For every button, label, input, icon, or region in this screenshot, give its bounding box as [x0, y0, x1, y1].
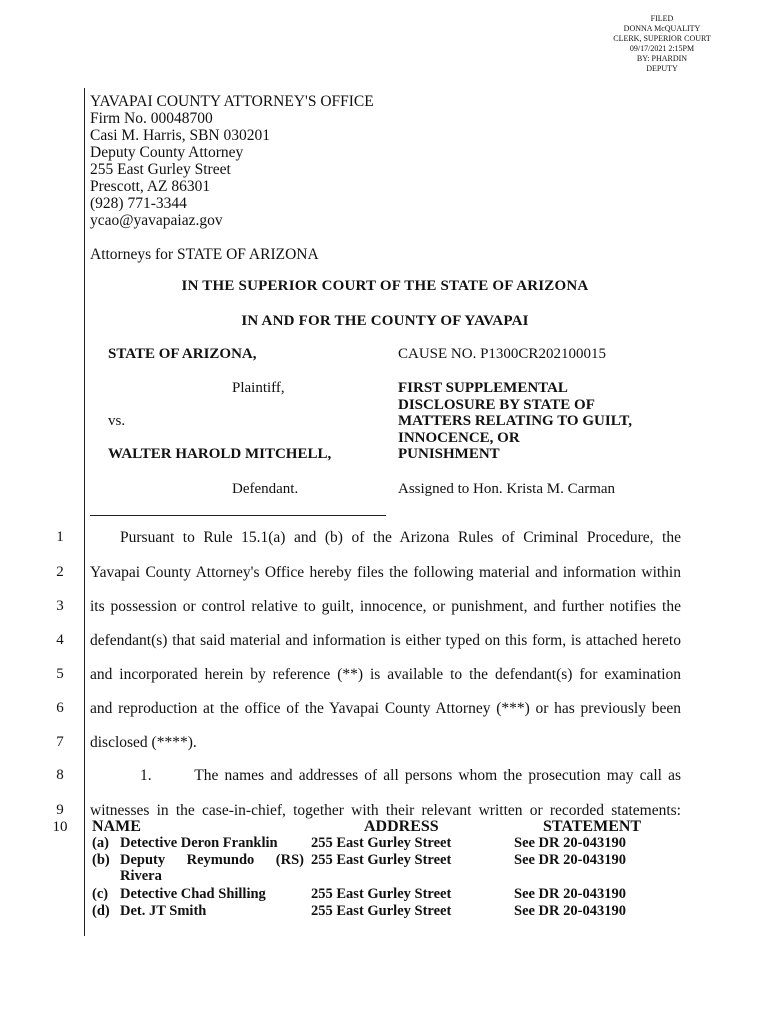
attorney-line: ycao@yavapaiaz.gov	[90, 212, 223, 229]
body-line: defendant(s) that said material and information is either typed on this form, is attached hereto	[90, 632, 681, 649]
witness-address: 255 East Gurley Street	[311, 903, 452, 919]
witness-name: Det. JT Smith	[120, 903, 207, 919]
attorney-line: Firm No. 00048700	[90, 110, 213, 127]
column-header-name: NAME	[92, 818, 141, 835]
body-line: and reproduction at the office of the Yavapai County Attorney (***) or has previously been	[90, 700, 681, 717]
line-number: 10	[52, 819, 68, 835]
title-line: PUNISHMENT	[398, 446, 500, 462]
row-label: (b)	[92, 852, 110, 868]
stamp-line: DEPUTY	[646, 64, 678, 73]
caption-divider	[90, 515, 386, 516]
line-number: 4	[56, 632, 64, 648]
attorney-line: (928) 771-3344	[90, 195, 187, 212]
title-line: INNOCENCE, OR	[398, 429, 520, 446]
cause-number: CAUSE NO. P1300CR202100015	[398, 346, 606, 362]
row-label: (c)	[92, 886, 109, 902]
court-county: IN AND FOR THE COUNTY OF YAVAPAI	[241, 313, 529, 329]
defendant-name: WALTER HAROLD MITCHELL,	[108, 446, 332, 462]
column-header-statement: STATEMENT	[543, 818, 642, 835]
witness-name-continued: Rivera	[120, 868, 162, 884]
witness-address: 255 East Gurley Street	[311, 886, 452, 902]
line-number: 8	[56, 767, 64, 783]
attorneys-for: Attorneys for STATE OF ARIZONA	[90, 246, 319, 263]
assigned-judge: Assigned to Hon. Krista M. Carman	[398, 481, 616, 497]
plaintiff-role: Plaintiff,	[232, 380, 285, 396]
row-label: (a)	[92, 835, 109, 851]
witness-statement: See DR 20-043190	[514, 886, 626, 902]
stamp-line: 09/17/2021 2:15PM	[629, 44, 695, 53]
body-line: 1. The names and addresses of all persons whom the prosecution may call as	[140, 767, 681, 784]
witness-statement: See DR 20-043190	[514, 835, 626, 851]
attorney-line: Prescott, AZ 86301	[90, 178, 211, 195]
title-line: FIRST SUPPLEMENTAL	[398, 380, 568, 396]
versus: vs.	[108, 413, 126, 429]
document-title	[398, 380, 632, 463]
attorney-line: 255 East Gurley Street	[90, 161, 231, 178]
body-line: Yavapai County Attorney's Office hereby files the following material and information within	[90, 564, 681, 581]
defendant-role: Defendant.	[232, 481, 299, 497]
line-number: 2	[56, 564, 64, 580]
line-number: 7	[56, 734, 64, 750]
body-line: its possession or control relative to guilt, innocence, or punishment, and further notifies the	[90, 598, 681, 615]
witness-name: Deputy Reymundo (RS)	[120, 852, 304, 868]
witness-name: Detective Chad Shilling	[120, 886, 266, 902]
line-number: 1	[56, 529, 64, 545]
witness-address: 255 East Gurley Street	[311, 835, 452, 851]
column-header-address: ADDRESS	[364, 818, 439, 835]
witness-statement: See DR 20-043190	[514, 903, 626, 919]
stamp-line: BY: PHARDIN	[636, 54, 688, 63]
witness-name: Detective Deron Franklin	[120, 835, 278, 851]
line-number: 3	[56, 598, 64, 614]
body-line: and incorporated herein by reference (**) is available to the defendant(s) for examination	[90, 666, 681, 683]
body-line: disclosed (****).	[90, 734, 197, 751]
body-line: witnesses in the case-in-chief, together with their relevant written or recorded statements:	[90, 802, 681, 819]
row-label: (d)	[92, 903, 110, 919]
attorney-line: YAVAPAI COUNTY ATTORNEY'S OFFICE	[90, 93, 374, 110]
title-line: DISCLOSURE BY STATE OF	[398, 396, 595, 413]
body-line: Pursuant to Rule 15.1(a) and (b) of the Arizona Rules of Criminal Procedure, the	[120, 529, 681, 546]
line-number: 9	[56, 802, 64, 818]
left-margin-rule	[84, 88, 85, 936]
stamp-line: DONNA McQUALITY	[623, 24, 701, 33]
plaintiff-name: STATE OF ARIZONA,	[108, 346, 257, 362]
stamp-line: CLERK, SUPERIOR COURT	[613, 34, 711, 43]
line-number: 5	[56, 666, 64, 682]
stamp-line: FILED	[650, 14, 674, 23]
witness-statement: See DR 20-043190	[514, 852, 626, 868]
attorney-line: Casi M. Harris, SBN 030201	[90, 127, 270, 144]
witness-address: 255 East Gurley Street	[311, 852, 452, 868]
filing-stamp	[600, 14, 724, 74]
title-line: MATTERS RELATING TO GUILT,	[398, 413, 632, 429]
line-number: 6	[56, 700, 64, 716]
attorney-line: Deputy County Attorney	[90, 144, 244, 161]
court-title: IN THE SUPERIOR COURT OF THE STATE OF ARIZONA	[181, 278, 589, 294]
